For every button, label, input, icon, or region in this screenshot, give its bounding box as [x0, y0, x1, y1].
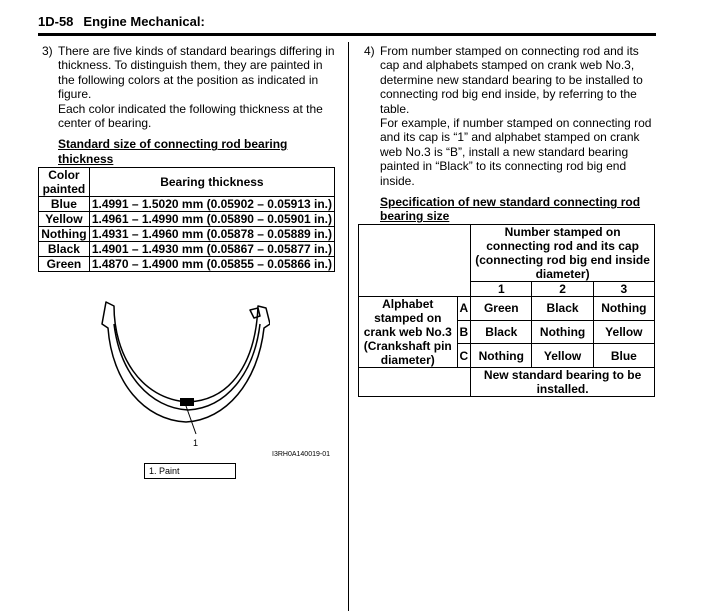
- table-row: [39, 242, 335, 257]
- column-divider: [348, 42, 349, 611]
- step-text: From number stamped on connecting rod and its cap and alphabets stamped on crank web No.3, determine new standard bearing to be installed to connecting rod big end inside, by referring to the table.: [380, 44, 643, 116]
- table-cell: Nothing: [593, 297, 654, 321]
- left-column: [42, 44, 338, 168]
- table-row: [39, 212, 335, 227]
- row-letter: B: [457, 320, 471, 344]
- step-number: 4): [364, 44, 375, 58]
- table-cell: Blue: [593, 344, 654, 368]
- column-header: Bearing thickness: [89, 168, 334, 197]
- table-row: [359, 297, 655, 321]
- table-row: [39, 227, 335, 242]
- table-cell: 1.4961 – 1.4990 mm (0.05890 – 0.05901 in.): [89, 212, 334, 227]
- row-letter: A: [457, 297, 471, 321]
- table-cell: Yellow: [593, 320, 654, 344]
- bearing-figure: [100, 294, 270, 449]
- table-header-row: [359, 225, 655, 282]
- table-cell: 1.4870 – 1.4900 mm (0.05855 – 0.05866 in.): [89, 257, 334, 272]
- table-cell: 1.4931 – 1.4960 mm (0.05878 – 0.05889 in.): [89, 227, 334, 242]
- column-group-header: Number stamped on connecting rod and its cap (connecting rod big end inside diameter): [471, 225, 655, 282]
- row-group-header: Alphabet stamped on crank web No.3 (Crankshaft pin diameter): [359, 297, 458, 368]
- empty-cell: [359, 225, 471, 297]
- figure-code: I3RH0A140019-01: [272, 451, 330, 458]
- step-4: [364, 44, 656, 188]
- table-footer-row: [359, 368, 655, 397]
- table-cell: Yellow: [532, 344, 593, 368]
- callout-number: 1: [193, 438, 199, 448]
- step-text: There are five kinds of standard bearings differing in thickness. To distinguish them, they are painted in the following colors at the position as indicated in figure.: [58, 44, 335, 102]
- bearing-thickness-table: [38, 167, 335, 272]
- bearing-selection-table: [358, 224, 655, 397]
- table-cell: Black: [532, 297, 593, 321]
- step-number: 3): [42, 44, 53, 58]
- table-row: [39, 257, 335, 272]
- table-cell: Nothing: [471, 344, 532, 368]
- column-number: 2: [532, 282, 593, 297]
- step-text: For example, if number stamped on connecting rod and its cap is “1” and alphabet stamped on crank web No.3 is “B”, install a new standard bearing painted in “Black” to its connecting rod big end inside.: [380, 116, 652, 188]
- table-cell: Nothing: [39, 227, 90, 242]
- page-number: 1D-58: [38, 14, 74, 29]
- column-header: Color painted: [39, 168, 90, 197]
- table-cell: Black: [39, 242, 90, 257]
- table-cell: Green: [39, 257, 90, 272]
- step-text: Each color indicated the following thickness at the center of bearing.: [58, 101, 323, 131]
- table-cell: 1.4991 – 1.5020 mm (0.05902 – 0.05913 in.): [89, 197, 334, 212]
- table-cell: 1.4901 – 1.4930 mm (0.05867 – 0.05877 in.): [89, 242, 334, 257]
- table-cell: Black: [471, 320, 532, 344]
- paint-mark: [180, 398, 194, 406]
- figure-caption: 1. Paint: [144, 463, 236, 479]
- empty-cell: [359, 368, 471, 397]
- column-number: 3: [593, 282, 654, 297]
- table-header-row: [39, 168, 335, 197]
- step-3: [42, 44, 338, 130]
- table-cell: Nothing: [532, 320, 593, 344]
- column-number: 1: [471, 282, 532, 297]
- row-letter: C: [457, 344, 471, 368]
- table-title: Specification of new standard connecting rod bearing size: [380, 195, 641, 224]
- table-cell: Blue: [39, 197, 90, 212]
- table-footer: New standard bearing to be installed.: [471, 368, 655, 397]
- section-title: Engine Mechanical:: [83, 14, 205, 29]
- table-row: [39, 197, 335, 212]
- table-title: Standard size of connecting rod bearing thickness: [58, 137, 288, 166]
- table-cell: Green: [471, 297, 532, 321]
- table-cell: Yellow: [39, 212, 90, 227]
- page-header: [38, 14, 656, 36]
- right-column: [364, 44, 656, 226]
